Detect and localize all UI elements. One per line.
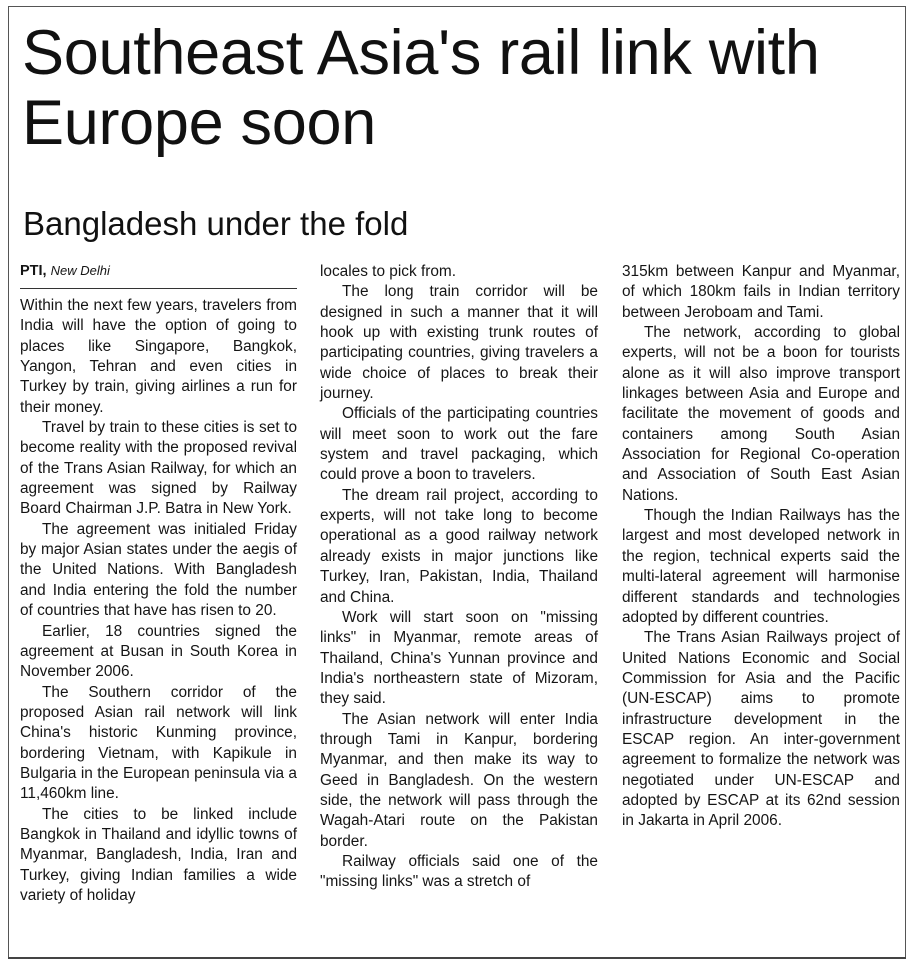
paragraph-continued: locales to pick from. bbox=[320, 263, 456, 280]
byline-place: New Delhi bbox=[50, 263, 110, 278]
byline bbox=[20, 262, 297, 280]
byline-divider bbox=[20, 288, 297, 289]
paragraph: Travel by train to these cities is set to become reality with the proposed revival of the Trans Asian Railway, for which an agreement was signed by Railway Board Chairman J.P. Batra in New York. bbox=[20, 419, 297, 518]
paragraph: The network, according to global experts, will not be a boon for tourists alone as it will also improve transport linkages between Asia and Europe and facilitate the movement of goods and containers among South Asian Association for Regional Co-operation and Association of South East Asian Nations. bbox=[622, 324, 900, 504]
article-column-3 bbox=[622, 262, 900, 832]
paragraph: The Asian network will enter India through Tami in Kanpur, bordering Myanmar, and then make its way to Geed in Bangladesh. On the western side, the network will pass through the Wagah-Atari route on the Pakistan border. bbox=[320, 710, 598, 850]
bottom-rule bbox=[8, 957, 906, 959]
paragraph: The long train corridor will be designed in such a manner that it will hook up with existing trunk routes of participating countries, giving travelers a wide choice of places to break their journey. bbox=[320, 283, 598, 403]
headline: Southeast Asia's rail link with Europe soon bbox=[22, 18, 820, 158]
paragraph-continued: 315km between Kanpur and Myanmar, of which 180km fails in Indian territory between Jeroboam and Tami. bbox=[622, 263, 900, 321]
paragraph: Officials of the participating countries will meet soon to work out the fare system and travel packaging, which could prove a boon to travelers. bbox=[320, 405, 598, 484]
paragraph: The Trans Asian Railways project of United Nations Economic and Social Commission for Asia and the Pacific (UN-ESCAP) aims to promote infrastructure development in the ESCAP region. An inter-government agreement to formalize the network was negotiated under UN-ESCAP and adopted by ESCAP at its 62nd session in Jakarta in April 2006. bbox=[622, 629, 900, 830]
article-column-1 bbox=[20, 262, 297, 906]
subheadline: Bangladesh under the fold bbox=[23, 205, 409, 242]
byline-agency: PTI, bbox=[20, 263, 47, 279]
paragraph: The cities to be linked include Bangkok in Thailand and idyllic towns of Myanmar, Bangladesh, India, Iran and Turkey, giving Indian families a wide variety of holiday bbox=[20, 805, 297, 904]
paragraph: The agreement was initialed Friday by major Asian states under the aegis of the United Nations. With Bangladesh and India entering the fold the number of countries that have has risen to 20. bbox=[20, 520, 297, 620]
paragraph: Within the next few years, travelers from India will have the option of going to places like Singapore, Bangkok, Yangon, Tehran and even cities in Turkey by train, giving airlines a run for their money. bbox=[20, 297, 297, 416]
paragraph: Railway officials said one of the "missing links" was a stretch of bbox=[320, 852, 598, 891]
paragraph: Though the Indian Railways has the largest and most developed network in the region, technical experts said the multi-lateral agreement will harmonise different standards and technologies adopted by different countries. bbox=[622, 507, 900, 626]
paragraph: The dream rail project, according to experts, will not take long to become operational as a good railway network already exists in major junctions like Turkey, Iran, Pakistan, India, Thailand and China. bbox=[320, 486, 598, 606]
paragraph: The Southern corridor of the proposed Asian rail network will link China's historic Kunming province, bordering Vietnam, with Kapikule in Bulgaria in the European peninsula via a 11,460km line. bbox=[20, 683, 297, 803]
paragraph: Work will start soon on "missing links" in Myanmar, remote areas of Thailand, China's Yunnan province and India's northeastern state of Mizoram, they said. bbox=[320, 608, 598, 708]
paragraph: Earlier, 18 countries signed the agreement at Busan in South Korea in November 2006. bbox=[20, 622, 297, 681]
article-column-2 bbox=[320, 262, 598, 893]
